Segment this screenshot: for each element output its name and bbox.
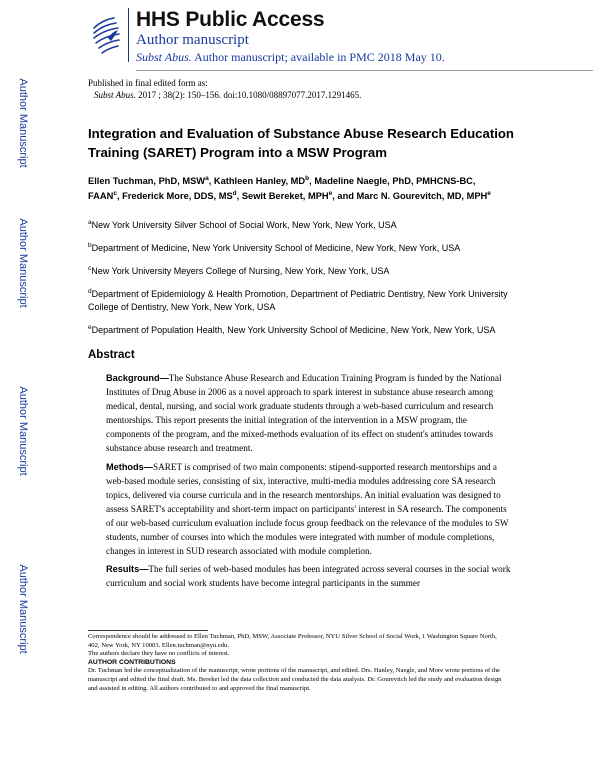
side-label-author-manuscript: Author Manuscript: [17, 218, 29, 308]
abstract-background: Background—The Substance Abuse Research and Education Training Program is funded by the National Institutes of Drug Abuse in 2006 as a novel approach to spark interest in substance abuse research among medical, dental, nursing, and social work graduate students through a web-based curriculum and research mentorships. This report presents the initial integration of the intervention in a MSW program, the components of the program, and the mixed-methods evaluation of its effect on student's attitudes towards substance abuse research and treatment.: [106, 373, 502, 454]
affiliation-item: $^d$Department of Epidemiology & Health Promotion, Department of Pediatric Dentistry, New York University College of Dentistry, New York, New York, USA: [88, 288, 508, 312]
side-label-author-manuscript: Author Manuscript: [17, 386, 29, 476]
published-ref: 2017 ; 38(2): 150–156. doi:10.1080/08897077.2017.1291465.: [135, 90, 362, 100]
footnotes: [88, 633, 508, 693]
published-citation: [88, 89, 361, 101]
header-divider: [136, 70, 593, 71]
manuscript-status: Author manuscript: [136, 32, 249, 48]
abstract-methods: Methods—SARET is comprised of two main components: stipend-supported research mentorships and a web-based module series, consisting of six, interactive, multi-media modules addressing core SA research topics, delivered via course curricula and in the research mentorships. An initial evaluation was designed to assess SARET's acceptability and short-term impact on participants' interest in SA research. The components of our web-based curriculum evaluation include focus group feedback on the relevance of the modules to SW students, number of courses into which the modules were integrated with number of module completions, changes in interest in SUD research associated with module completion.: [106, 461, 509, 557]
affiliation-item: $^a$New York University Silver School of Social Work, New York, New York, USA: [88, 219, 397, 230]
side-label-author-manuscript: Author Manuscript: [17, 564, 29, 654]
contributions-text: Dr. Tuchman led the conceptualization of the manuscript, wrote portions of the manuscript, and edited. Drs. Hanley, Naegle, and More wrote portions of the manuscript and edited the final draft. Ms. Bereket led the data collection and conducted the data analysis. Dr. Gourevitch led the study and evaluation design and assisted in editing. All authors contributed to and approved the final manuscript.: [88, 667, 502, 692]
availability-note: [136, 49, 445, 65]
hhs-title: HHS Public Access: [136, 8, 325, 31]
article-title: Integration and Evaluation of Substance Abuse Research Education Training (SARET) Program into a MSW Program: [88, 126, 514, 160]
availability-text: Author manuscript; available in PMC 2018 May 10.: [191, 50, 445, 64]
conflict-statement: The authors declare they have no conflicts of interest.: [88, 650, 230, 658]
affiliation-item: $^e$Department of Population Health, New York University School of Medicine, New York, New York, USA: [88, 324, 496, 335]
abstract-results: Results—The full series of web-based modules has been integrated across several courses in the social work curriculum and social work students have become integral participants in the summer: [106, 564, 511, 589]
affiliation-item: $^c$New York University Meyers College of Nursing, New York, New York, USA: [88, 265, 390, 276]
journal-name: Subst Abus.: [136, 50, 192, 64]
author-list: Ellen Tuchman, PhD, MSW$^a$, Kathleen Hanley, $MD^b$, Madeline Naegle, PhD, PMHCNS-BC, FAAN$^c$, Frederick More, DDS, $MS^d$, Sewit Bereket, MPH$^e$, and Marc N. Gourevitch, MD, MPH$^e$: [88, 175, 491, 201]
published-info: [88, 77, 361, 101]
affiliation-item: $^b$Department of Medicine, New York University School of Medicine, New York, New York, USA: [88, 242, 461, 253]
published-line: Published in final edited form as:: [88, 78, 208, 88]
contributions-heading: AUTHOR CONTRIBUTIONS: [88, 658, 176, 666]
footnote-divider: [88, 630, 208, 631]
hhs-eagle-logo: [88, 8, 129, 62]
abstract-body: [106, 371, 511, 594]
hhs-header: [88, 8, 593, 78]
abstract-heading: Abstract: [88, 349, 135, 361]
side-label-author-manuscript: Author Manuscript: [17, 78, 29, 168]
affiliation-list: [88, 219, 508, 347]
correspondence-note: Correspondence should be addressed to Ellen Tuchman, PhD, MSW, Associate Professor, NYU Silver School of Social Work, 1 Washington Square North, 402, New York, NY 10003. Ellen.tuchman@nyu.edu.: [88, 633, 497, 649]
published-journal: Subst Abus.: [94, 90, 136, 100]
